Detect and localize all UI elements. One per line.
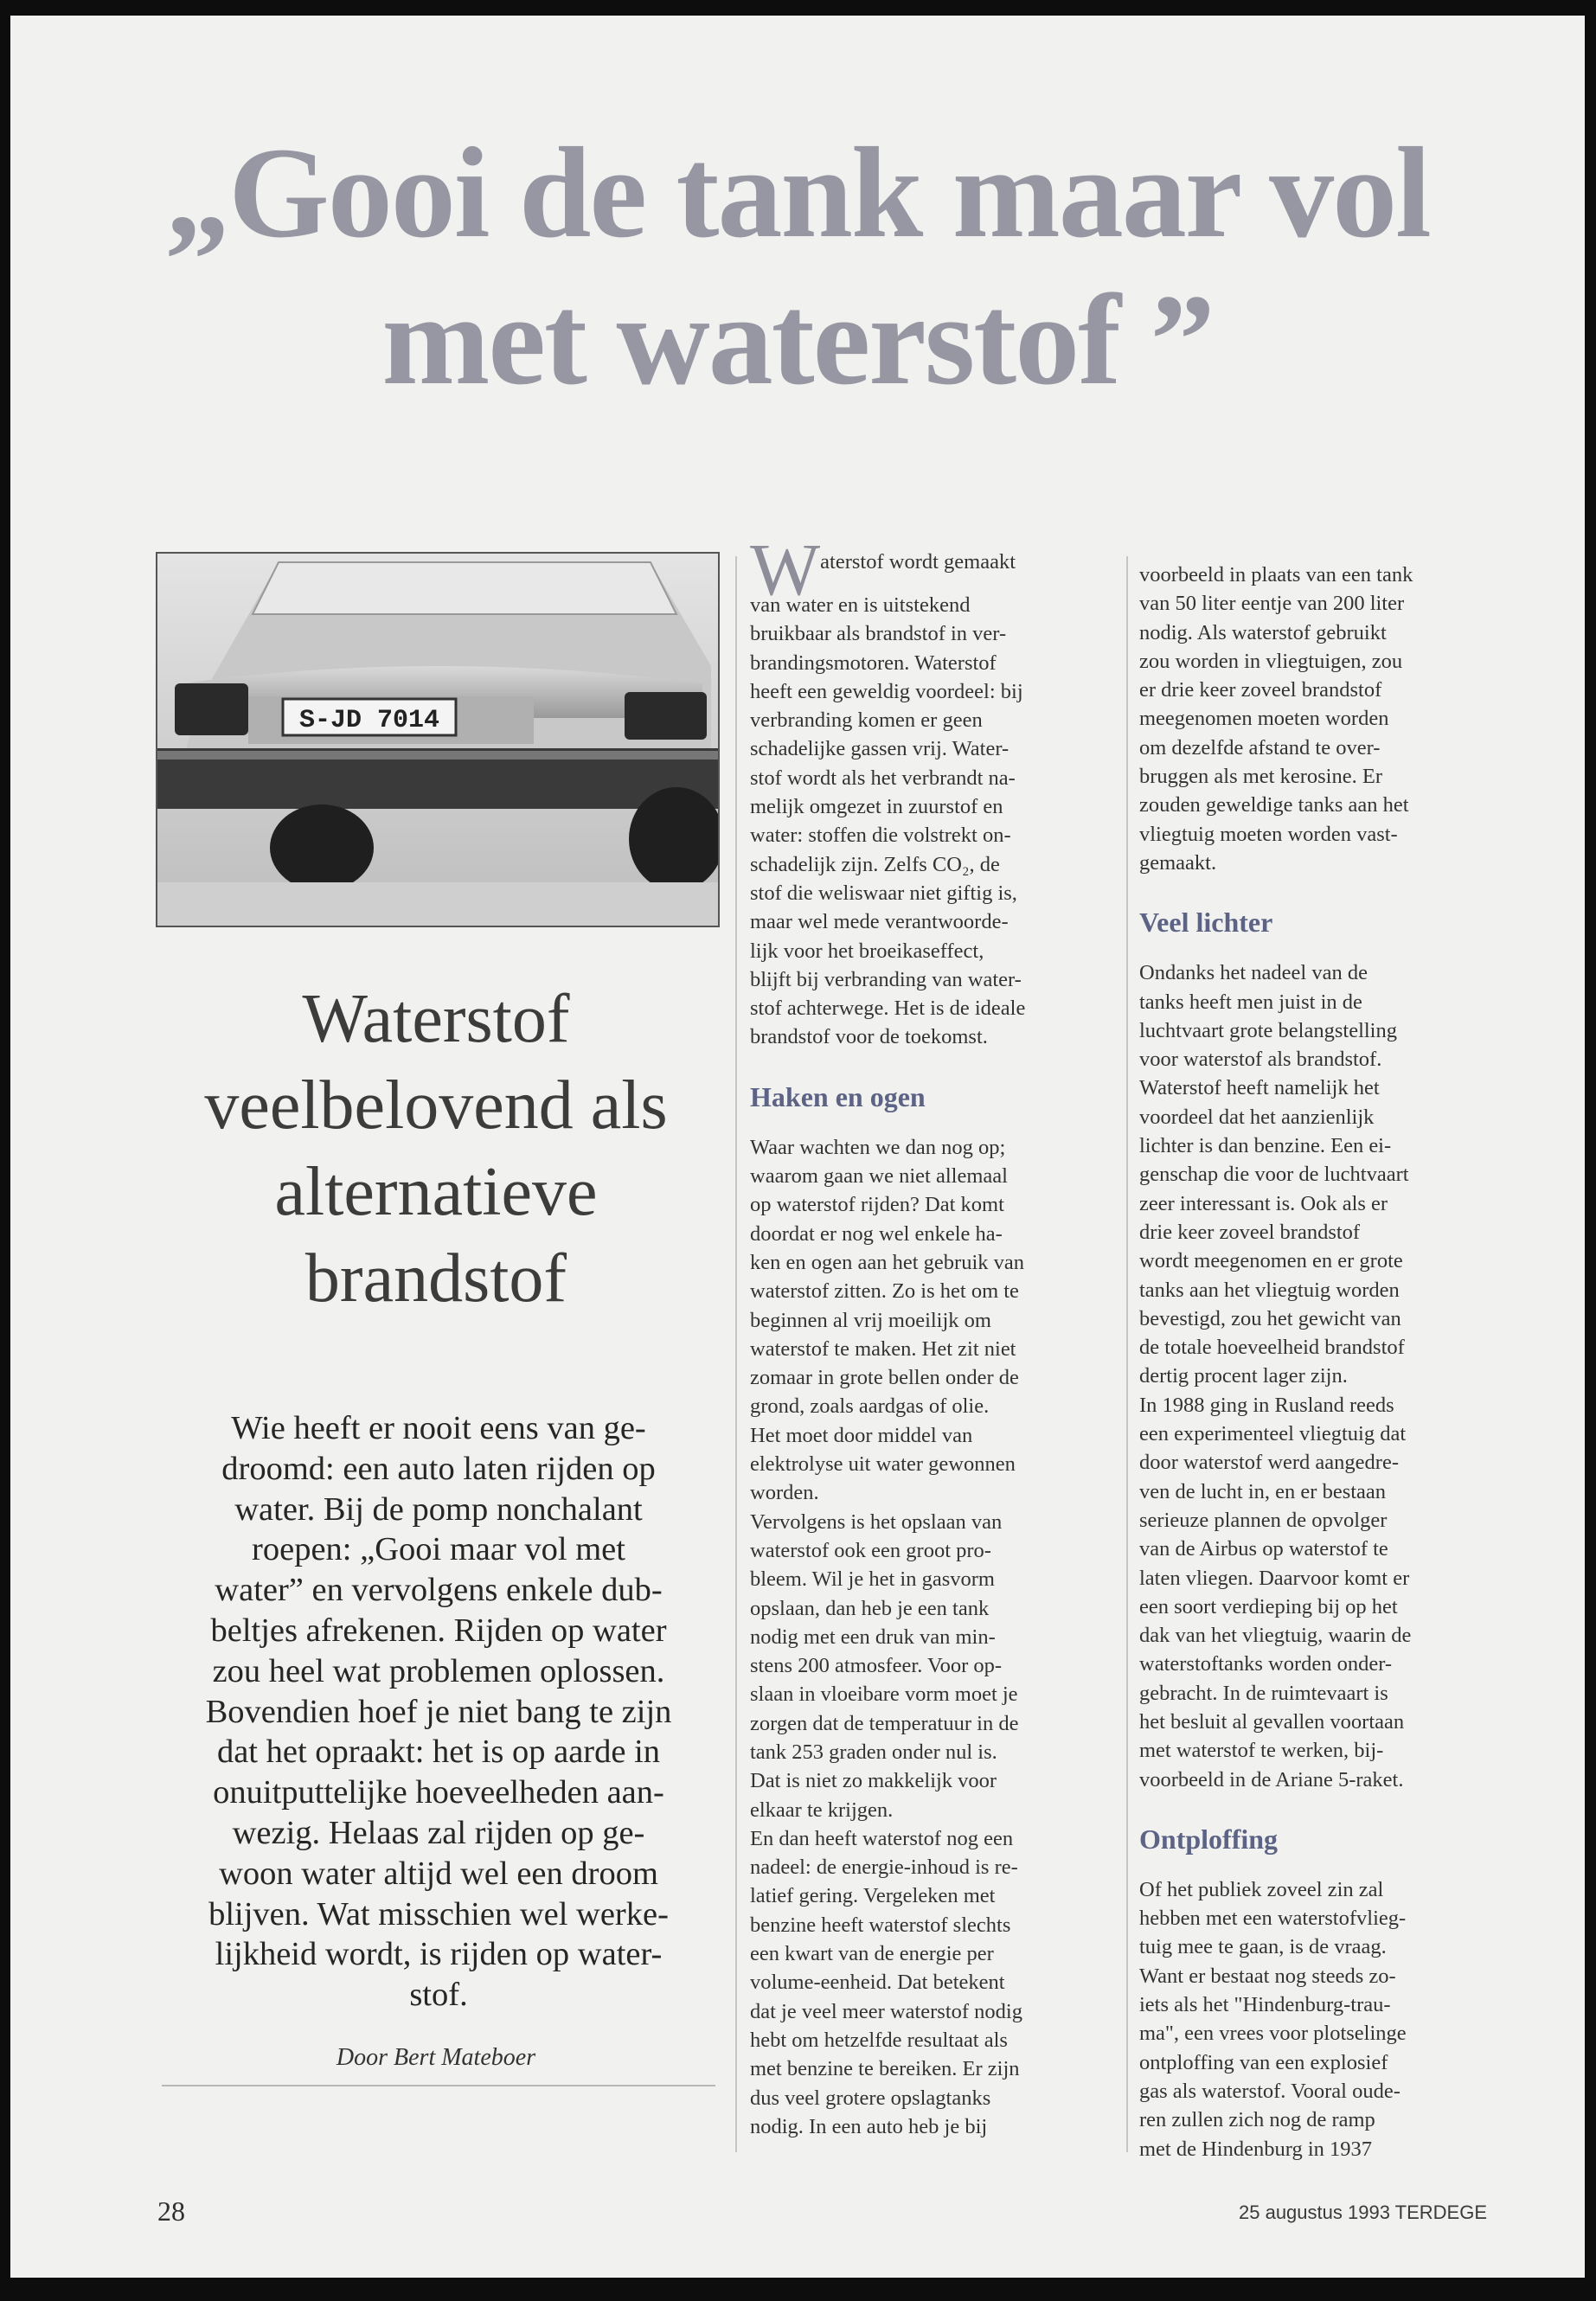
text-line: volume-eenheid. Dat betekent — [750, 1971, 1005, 1995]
lead-line: water” en vervolgens enkele dub- — [215, 1572, 663, 1609]
text-line: met de Hindenburg in 1937 — [1139, 2137, 1373, 2161]
text-line: gebracht. In de ruimtevaart is — [1139, 1681, 1388, 1705]
column-divider — [1126, 556, 1128, 2152]
text-line: wordt meegenomen en er grote — [1139, 1249, 1403, 1273]
car-rear-photo — [156, 552, 720, 927]
footer-issue-date: 25 augustus 1993 TERDEGE — [1239, 2202, 1487, 2223]
text-line: schadelijk zijn. Zelfs CO₂, de — [750, 852, 1000, 876]
text-line: En dan heeft waterstof nog een — [750, 1826, 1014, 1850]
text-line: nodig met een druk van min- — [750, 1625, 996, 1649]
text-line: brandstof voor de toekomst. — [750, 1025, 988, 1049]
text-line: stens 200 atmosfeer. Voor op- — [750, 1654, 1003, 1678]
text-line: voordeel dat het aanzienlijk — [1139, 1105, 1375, 1129]
text-line: tanks aan het vliegtuig worden — [1139, 1278, 1400, 1302]
text-line: hebben met een waterstofvlieg- — [1139, 1907, 1407, 1931]
text-line: dat je veel meer waterstof nodig — [750, 1999, 1022, 2023]
text-line: lijk voor het broeikaseffect, — [750, 939, 984, 963]
lead-line: blijven. Wat misschien wel werke- — [208, 1895, 669, 1932]
intro-first-text: aterstof wordt gemaakt — [820, 550, 1016, 574]
text-line: zorgen dat de temperatuur in de — [750, 1711, 1019, 1735]
text-line: zomaar in grote bellen onder de — [750, 1366, 1019, 1390]
text-line: blijft bij verbranding van water- — [750, 967, 1022, 991]
text-line: dertig procent lager zijn. — [1139, 1364, 1348, 1388]
lead-line: wezig. Helaas zal rijden op ge- — [232, 1814, 645, 1851]
text-line: om dezelfde afstand te over- — [1139, 735, 1381, 760]
section-heading-veel-lichter: Veel lichter — [1139, 907, 1273, 939]
text-line: laten vliegen. Daarvoor komt er — [1139, 1566, 1410, 1590]
text-line: het besluit al gevallen voortaan — [1139, 1709, 1405, 1734]
text-line: met waterstof te werken, bij- — [1139, 1739, 1384, 1763]
text-line: opslaan, dan heb je een tank — [750, 1596, 990, 1620]
lead-line: dat het opraakt: het is op aarde in — [216, 1734, 661, 1771]
text-line: Waterstof heeft namelijk het — [1139, 1076, 1380, 1100]
column-divider — [735, 556, 737, 2152]
text-line: ren zullen zich nog de ramp — [1139, 2108, 1375, 2132]
text-line: doordat er nog wel enkele ha- — [750, 1221, 1003, 1246]
text-line: van water en is uitstekend — [750, 593, 971, 617]
subhead-line: brandstof — [304, 1240, 567, 1317]
text-line: tank 253 graden onder nul is. — [750, 1740, 997, 1764]
headline — [10, 119, 1585, 413]
text-line: elektrolyse uit water gewonnen — [750, 1452, 1016, 1477]
byline: Door Bert Mateboer — [336, 2044, 536, 2071]
text-line: nodig. Als waterstof gebruikt — [1139, 620, 1387, 644]
text-line: stof wordt als het verbrandt na- — [750, 766, 1016, 790]
license-plate-text: S-JD 7014 — [298, 706, 440, 735]
article-column-2 — [1139, 561, 1507, 2163]
text-line: iets als het "Hindenburg-trau- — [1139, 1993, 1391, 2017]
text-line: er drie keer zoveel brandstof — [1139, 678, 1382, 702]
text-line: voorbeeld in plaats van een tank — [1139, 563, 1413, 586]
text-line: ontploffing van een explosief — [1139, 2050, 1388, 2074]
text-line: waterstof te maken. Het zit niet — [750, 1336, 1016, 1361]
subhead-line: veelbelovend als — [204, 1067, 668, 1144]
text-line: dus veel grotere opslagtanks — [750, 2086, 991, 2110]
section-heading-ontploffing: Ontploffing — [1139, 1823, 1279, 1855]
text-line: meegenomen moeten worden — [1139, 707, 1389, 731]
text-line: een kwart van de energie per — [750, 1942, 994, 1966]
text-line: waterstof zitten. Zo is het om te — [750, 1279, 1019, 1304]
text-line: door waterstof werd aangedre- — [1139, 1451, 1399, 1475]
subhead-line: alternatieve — [274, 1154, 598, 1230]
text-line: Want er bestaat nog steeds zo- — [1139, 1964, 1396, 1988]
text-line: grond, zoals aardgas of olie. — [750, 1394, 990, 1419]
drop-cap: W — [750, 528, 821, 611]
text-line: schadelijke gassen vrij. Water- — [750, 737, 1010, 761]
text-line: voorbeeld in de Ariane 5-raket. — [1139, 1767, 1404, 1791]
text-line: maar wel mede verantwoorde- — [750, 910, 1009, 934]
text-line: worden. — [750, 1481, 819, 1505]
text-line: genschap die voor de luchtvaart — [1139, 1163, 1409, 1187]
subhead-line: Waterstof — [302, 981, 570, 1057]
text-line: bruikbaar als brandstof in ver- — [750, 622, 1007, 646]
lead-line: Bovendien hoef je niet bang te zijn — [205, 1693, 672, 1730]
car-illustration — [157, 554, 718, 926]
text-line: zouden geweldige tanks aan het — [1139, 793, 1409, 817]
text-line: gas als waterstof. Vooral oude- — [1139, 2079, 1401, 2103]
text-line: van de Airbus op waterstof te — [1139, 1537, 1388, 1561]
lead-line: water. Bij de pomp nonchalant — [234, 1490, 643, 1528]
text-line: met benzine te bereiken. Er zijn — [750, 2057, 1020, 2081]
text-line: luchtvaart grote belangstelling — [1139, 1018, 1397, 1042]
text-line: drie keer zoveel brandstof — [1139, 1220, 1361, 1244]
text-line: Ondanks het nadeel van de — [1139, 961, 1368, 985]
text-line: waterstoftanks worden onder- — [1139, 1652, 1393, 1676]
text-line: tuig mee te gaan, is de vraag. — [1139, 1935, 1387, 1959]
section-heading-haken-en-ogen: Haken en ogen — [750, 1080, 926, 1112]
lead-line: roepen: „Gooi maar vol met — [252, 1531, 625, 1568]
headline-line-2: met waterstof ” — [381, 268, 1214, 412]
text-line: op waterstof rijden? Dat komt — [750, 1193, 1004, 1217]
text-line: bevestigd, zou het gewicht van — [1139, 1306, 1401, 1330]
text-line: benzine heeft waterstof slechts — [750, 1913, 1011, 1937]
text-line: slaan in vloeibare vorm moet je — [750, 1682, 1018, 1707]
text-line: een experimenteel vliegtuig dat — [1139, 1422, 1407, 1446]
lead-line: woon water altijd wel een droom — [219, 1855, 658, 1892]
text-line: beginnen al vrij moeilijk om — [750, 1308, 991, 1332]
text-line: waarom gaan we niet allemaal — [750, 1164, 1008, 1189]
text-line: melijk omgezet in zuurstof en — [750, 795, 1003, 819]
text-line: serieuze plannen de opvolger — [1139, 1508, 1388, 1532]
lead-paragraph — [166, 1408, 711, 2016]
text-line: Dat is niet zo makkelijk voor — [750, 1769, 997, 1793]
text-line: bruggen als met kerosine. Er — [1139, 765, 1382, 789]
text-line: de totale hoeveelheid brandstof — [1139, 1336, 1405, 1360]
article-column-1 — [750, 528, 1118, 2141]
page-number: 28 — [157, 2195, 185, 2227]
text-line: Vervolgens is het opslaan van — [750, 1509, 1003, 1534]
text-line: water: stoffen die volstrekt on- — [750, 824, 1011, 848]
lead-line: stof. — [409, 1977, 468, 2014]
lead-line: droomd: een auto laten rijden op — [221, 1450, 656, 1487]
text-line: brandingsmotoren. Waterstof — [750, 651, 997, 675]
text-line: verbranding komen er geen — [750, 708, 983, 733]
text-line: heeft een geweldig voordeel: bij — [750, 679, 1023, 703]
text-line: stof achterwege. Het is de ideale — [750, 997, 1026, 1021]
article-subhead — [156, 976, 716, 1322]
text-line: zeer interessant is. Ook als er — [1139, 1191, 1388, 1215]
text-line: nadeel: de energie-inhoud is re- — [750, 1856, 1018, 1880]
lead-line: Wie heeft er nooit eens van ge- — [231, 1410, 646, 1446]
text-line: elkaar te krijgen. — [750, 1798, 894, 1822]
text-line: een soort verdieping bij op het — [1139, 1594, 1398, 1618]
text-line: tanks heeft men juist in de — [1139, 990, 1362, 1014]
text-line: Het moet door middel van — [750, 1423, 973, 1447]
text-line: vliegtuig moeten worden vast- — [1139, 822, 1398, 846]
text-line: Of het publiek zoveel zin zal — [1139, 1877, 1384, 1901]
text-line: ken en ogen aan het gebruik van — [750, 1250, 1025, 1274]
text-line: zou worden in vliegtuigen, zou — [1139, 649, 1403, 673]
text-line: waterstof ook een groot pro- — [750, 1538, 991, 1562]
byline-divider — [162, 2085, 715, 2086]
text-line: voor waterstof als brandstof. — [1139, 1048, 1382, 1072]
text-line: hebt om hetzelfde resultaat als — [750, 2028, 1008, 2052]
lead-line: onuitputtelijke hoeveelheden aan- — [213, 1774, 664, 1811]
text-line: nodig. In een auto heb je bij — [750, 2114, 988, 2138]
lead-line: lijkheid wordt, is rijden op water- — [215, 1936, 663, 1973]
lead-line: zou heel wat problemen oplossen. — [212, 1652, 665, 1689]
text-line: Waar wachten we dan nog op; — [750, 1135, 1006, 1159]
text-line: In 1988 ging in Rusland reeds — [1139, 1393, 1394, 1417]
magazine-page — [10, 16, 1585, 2278]
text-line: lichter is dan benzine. Een ei- — [1139, 1134, 1392, 1158]
text-line: dak van het vliegtuig, waarin de — [1139, 1624, 1412, 1648]
text-line: stof die weliswaar niet giftig is, — [750, 881, 1017, 905]
text-line: ven de lucht in, en er bestaan — [1139, 1479, 1387, 1503]
headline-line-1: „Gooi de tank maar vol — [165, 121, 1430, 265]
text-line: ma", een vrees voor plotselinge — [1139, 2022, 1407, 2046]
text-line: bleem. Wil je het in gasvorm — [750, 1567, 995, 1592]
text-line: gemaakt. — [1139, 850, 1217, 875]
text-line: van 50 liter eentje van 200 liter — [1139, 592, 1405, 616]
lead-line: beltjes afrekenen. Rijden op water — [210, 1612, 667, 1649]
text-line: latief gering. Vergeleken met — [750, 1884, 996, 1908]
